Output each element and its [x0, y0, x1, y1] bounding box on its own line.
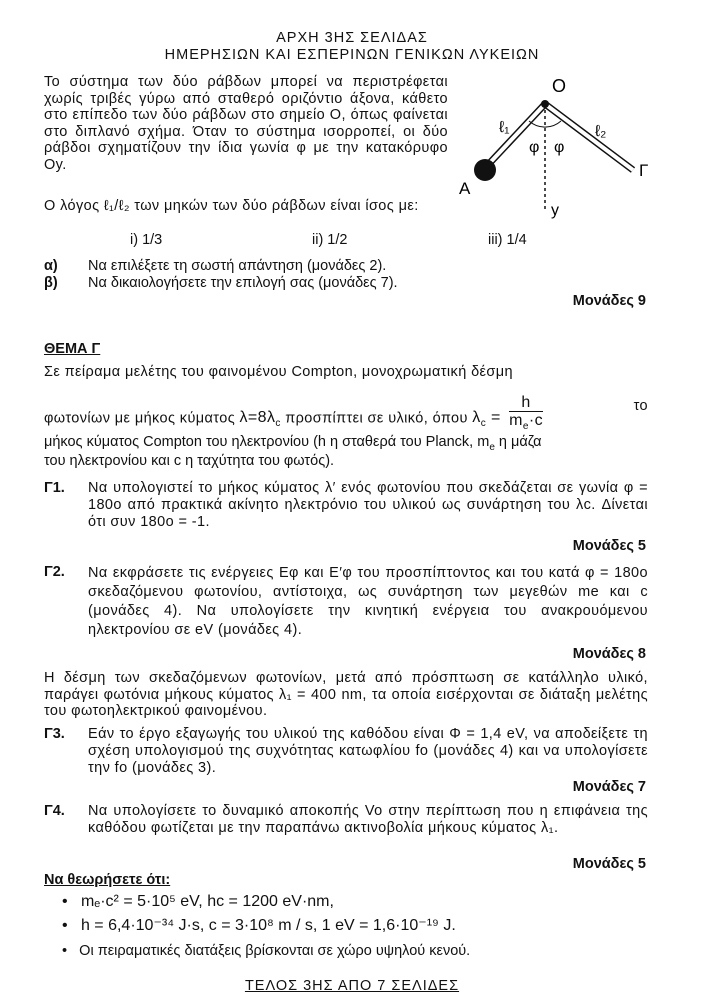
- g3-marks: Μονάδες 7: [572, 779, 646, 795]
- sub-a-label: α): [44, 258, 58, 274]
- label-y: y: [551, 202, 559, 219]
- rods-marks: Μονάδες 9: [572, 293, 646, 309]
- lambda-c: $\lambda_c$ =: [472, 409, 501, 430]
- g4-text: Να υπολογίσετε το δυναμικό αποκοπής Vo στην περίπτωση που η επιφάνεια της καθόδου φωτίζεται με την παραπάνω ακτινοβολία μήκους κύματος λ₁.: [88, 803, 648, 836]
- page-footer: ΤΕΛΟΣ 3ΗΣ ΑΠΟ 7 ΣΕΛΙΔΕΣ: [244, 978, 460, 994]
- page-header-line1: ΑΡΧΗ 3ΗΣ ΣΕΛΙΔΑΣ: [276, 30, 428, 46]
- given-title: Να θεωρήσετε ότι:: [44, 872, 171, 888]
- label-a: Α: [459, 179, 471, 198]
- option-ii: ii) 1/2: [312, 232, 348, 248]
- theme-title: ΘΕΜΑ Γ: [44, 341, 101, 357]
- theme-intro-line2: [44, 394, 648, 439]
- sub-b-text: Να δικαιολογήσετε την επιλογή σας (μονάδες 7).: [88, 275, 398, 291]
- sub-a-text: Να επιλέξετε τη σωστή απάντηση (μονάδες 2).: [88, 258, 387, 274]
- label-g: Γ: [639, 161, 649, 180]
- option-i: i) 1/3: [130, 232, 163, 248]
- intro1c: προσπίπτει σε υλικό, όπου: [285, 410, 468, 427]
- label-o: Ο: [552, 76, 567, 96]
- theme-intro1: Σε πείραμα μελέτης του φαινομένου Compton, μονοχρωματική δέσμη: [44, 364, 513, 380]
- g2-text: Να εκφράσετε τις ενέργειες Eφ και E′φ του προσπίπτοντος και του κατά φ = 180ο σκεδαζόμενου φωτονίου, αντίστοιχα, ως συνάρτηση των μεγεθών me και c (μονάδες 4). Να υπολογίσετε την κινητική ενέργεια του ανακρουόμενου ηλεκτρονίου σε eV (μονάδες 4).: [88, 565, 648, 638]
- lambda-eq: $\lambda=8\lambda_c$: [239, 409, 281, 430]
- intro1d: το: [633, 398, 648, 414]
- compton-fraction: $\frac{h}{m_e\cdot c}$: [509, 394, 543, 433]
- label-l1: ℓ₁: [499, 119, 510, 136]
- theme-intro3: του ηλεκτρονίου και c η ταχύτητα του φωτός).: [44, 453, 335, 469]
- given-bullet-1: • mₑ·c² = 5·10⁵ eV, hc = 1200 eV·nm,: [62, 893, 334, 910]
- label-phi-right: φ: [554, 139, 565, 156]
- label-l2: ℓ₂: [595, 123, 607, 140]
- theme-intro2: μήκος κύματος Compton του ηλεκτρονίου (h η σταθερά του Planck, $m_e$ η μάζα: [44, 434, 542, 453]
- given-bullet-2: • h = 6,4·10⁻³⁴ J·s, c = 3·10⁸ m / s, 1 eV = 1,6·10⁻¹⁹ J.: [62, 917, 456, 934]
- pivot-o: [541, 100, 549, 108]
- rods-ratio: Ο λόγος ℓ₁/ℓ₂ των μηκών των δύο ράβδων είναι ίσος με:: [44, 198, 419, 214]
- g4-label: Γ4.: [44, 803, 65, 819]
- sub-b-label: β): [44, 275, 58, 291]
- rods-intro: Το σύστημα των δύο ράβδων μπορεί να περιστρέφεται χωρίς τριβές γύρω από σταθερό οριζόντιο άξονα, κάθετο στο επίπεδο των δύο ράβδων στο σημείο Ο, όπως φαίνεται στο διπλανό σχήμα. Όταν το σύστημα ισορροπεί, οι δύο ράβδοι σχηματίζουν την ίδια γωνία φ με την κατακόρυφο Oy.: [44, 74, 448, 173]
- rods-figure: [455, 72, 670, 232]
- g2-label: Γ2.: [44, 564, 65, 580]
- page-header-line2: ΗΜΕΡΗΣΙΩΝ ΚΑΙ ΕΣΠΕΡΙΝΩΝ ΓΕΝΙΚΩΝ ΛΥΚΕΙΩΝ: [164, 47, 540, 63]
- g3-text: Εάν το έργο εξαγωγής του υλικού της καθόδου είναι Φ = 1,4 eV, να αποδείξετε τη σχέση υπολογισμού της συχνότητας κατωφλίου fo (μονάδες 4) και να υπολογίσετε την fo (μονάδες 3).: [88, 726, 648, 776]
- g1-label: Γ1.: [44, 480, 65, 496]
- g2-marks: Μονάδες 8: [572, 646, 646, 662]
- given-bullet-3: • Οι πειραματικές διατάξεις βρίσκονται σε χώρο υψηλού κενού.: [62, 943, 471, 959]
- label-phi-left: φ: [529, 139, 540, 156]
- intro1b: φωτονίων με μήκος κύματος: [44, 410, 236, 427]
- mid-text: Η δέσμη των σκεδαζόμενων φωτονίων, μετά από πρόσπτωση σε κατάλληλο υλικό, παράγει φωτόνια μήκους κύματος λ₁ = 400 nm, τα οποία εισέρχονται σε διάταξη μελέτης του φωτοηλεκτρικού φαινομένου.: [44, 670, 648, 719]
- g4-marks: Μονάδες 5: [572, 856, 646, 872]
- g1-marks: Μονάδες 5: [572, 538, 646, 554]
- option-iii: iii) 1/4: [488, 232, 527, 248]
- mass-a: [474, 159, 496, 181]
- g1-text: Να υπολογιστεί το μήκος κύματος λ′ ενός φωτονίου που σκεδάζεται σε γωνία φ = 180ο από πρακτικά ακίνητο ηλεκτρόνιο του υλικού ως συνάρτηση του λc. Δίνεται ότι συν 180ο = -1.: [88, 480, 648, 530]
- g3-label: Γ3.: [44, 726, 65, 742]
